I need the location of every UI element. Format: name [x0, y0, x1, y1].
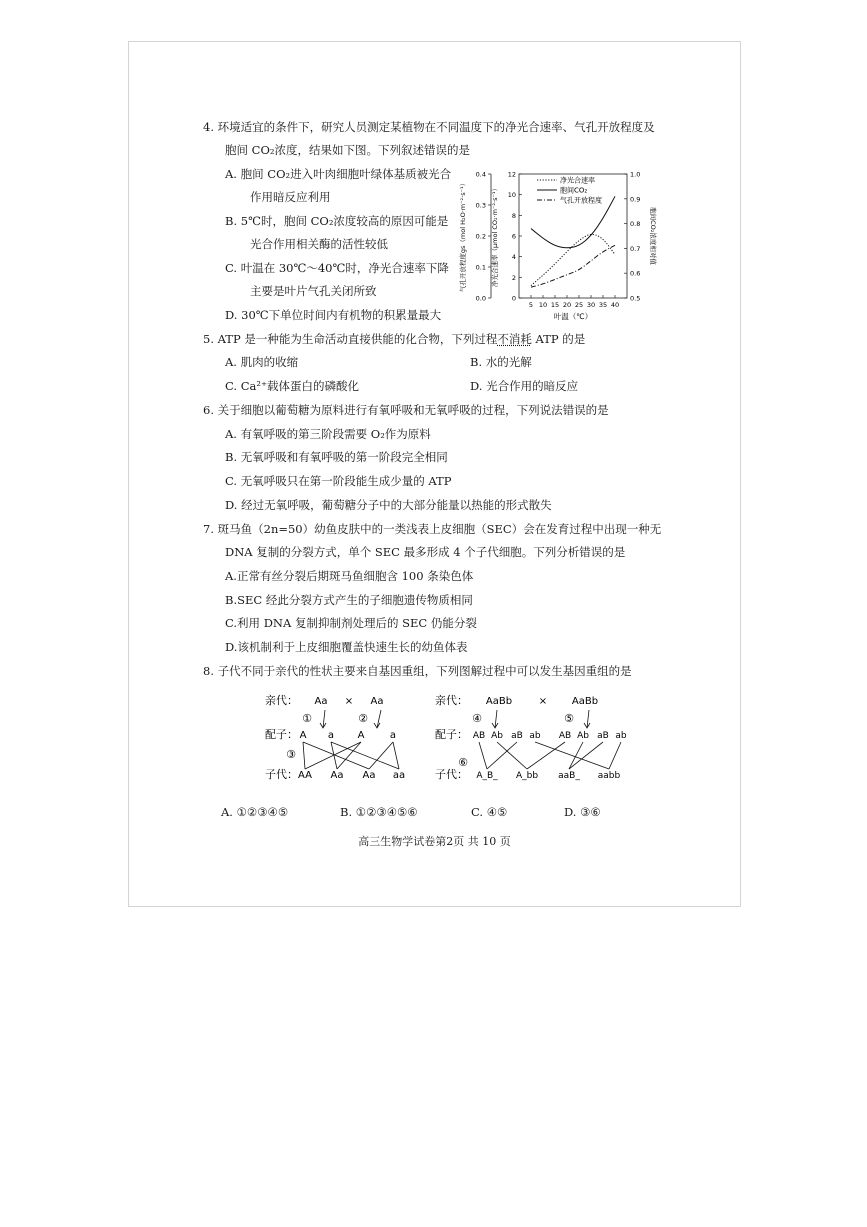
q4-stem-line1: 4. 环境适宜的条件下，研究人员测定某植物在不同温度下的净光合速率、气孔开放程度及 — [203, 120, 655, 134]
right-y-tick-label: 0.9 — [630, 195, 641, 204]
left-cross-sign: × — [344, 696, 354, 707]
left-step-2: ② — [358, 712, 368, 725]
x-tick-label: 25 — [574, 301, 584, 309]
chart-series-group — [531, 196, 615, 287]
q8-option-d: D. ③⑥ — [564, 805, 601, 819]
right-gamete-1: AB — [472, 731, 486, 741]
q4-option-c-line2: 主要是叶片气孔关闭所致 — [250, 284, 377, 298]
exam-page — [128, 41, 741, 907]
right-offspring-3: aaB_ — [558, 771, 580, 781]
right-offspring-4: aabb — [597, 771, 621, 781]
right-offspring-label: 子代： — [435, 768, 468, 781]
right-y-tick-label: 0.6 — [630, 269, 641, 278]
series-line-1 — [531, 234, 615, 285]
left-offspring-2: Aa — [330, 770, 344, 781]
series-line-3 — [531, 245, 615, 287]
q5-stem-emphasis: 不消耗 — [497, 332, 532, 346]
x-tick-label: 40 — [610, 301, 620, 309]
legend-entry: 净光合速率 — [560, 176, 595, 185]
outer-y-tick-label: 0.3 — [475, 201, 486, 210]
q8-stem: 8. 子代不同于亲代的性状主要来自基因重组，下列图解过程中可以发生基因重组的是 — [203, 664, 632, 678]
x-tick-label: 5 — [528, 301, 534, 309]
inner-y-axis-label: 净光合速率（μmol CO₂·m⁻²·s⁻¹） — [491, 184, 499, 288]
left-offspring-label: 子代： — [265, 768, 298, 781]
outer-y-tick-label: 0.0 — [475, 294, 486, 303]
left-gamete-2: a — [327, 730, 335, 741]
x-tick-label: 30 — [586, 301, 596, 309]
x-tick-label: 35 — [598, 301, 608, 309]
left-offspring-4: aa — [392, 770, 406, 781]
left-gamete-3: A — [357, 730, 365, 741]
left-cross-line-4 — [331, 742, 399, 769]
right-gamete-3: aB — [511, 731, 523, 741]
chart-tick-labels — [476, 171, 641, 310]
q4-option-b-line1: B. 5℃时，胞间 CO₂浓度较高的原因可能是 — [225, 214, 449, 228]
left-step-1: ① — [302, 712, 312, 725]
right-parent-2: AaBb — [571, 696, 599, 707]
left-cross-line-8 — [393, 742, 399, 769]
left-arrow-2-head — [374, 723, 380, 728]
legend-entry: 胞间CO₂ — [560, 186, 588, 195]
x-tick-label: 15 — [550, 301, 560, 309]
q5-option-a: A. 肌肉的收缩 — [225, 355, 299, 369]
outer-y-axis-label: 气孔开放程度gs（mol H₂O·m⁻²·s⁻¹） — [459, 179, 467, 293]
right-y-tick-label: 0.5 — [630, 294, 641, 303]
right-parent-label: 亲代： — [435, 694, 468, 707]
left-cross-line-1 — [303, 742, 305, 769]
q4-option-d: D. 30℃下单位时间内有机物的积累量最大 — [225, 308, 442, 322]
q7-stem-line1: 7. 斑马鱼（2n=50）幼鱼皮肤中的一类浅表上皮细胞（SEC）会在发育过程中出现一种无 — [203, 522, 662, 536]
left-gamete-4: a — [389, 730, 397, 741]
right-cross-line-8 — [609, 742, 621, 769]
outer-y-tick-label: 0.1 — [475, 263, 486, 272]
chart-legend — [537, 176, 602, 205]
inner-y-tick-label: 12 — [507, 170, 516, 179]
q5-stem-a: 5. ATP 是一种能为生命活动直接供能的化合物，下列过程 — [203, 332, 498, 346]
page-footer: 高三生物学试卷第2页 共 10 页 — [358, 835, 511, 848]
q6-option-b: B. 无氧呼吸和有氧呼吸的第一阶段完全相同 — [225, 450, 448, 464]
right-parent-1: AaBb — [485, 696, 513, 707]
outer-y-tick-label: 0.4 — [475, 170, 486, 179]
q5-option-d: D. 光合作用的暗反应 — [470, 379, 579, 393]
q4-line-chart — [457, 166, 657, 366]
right-step-3: ⑥ — [458, 756, 468, 769]
q7-option-d: D.该机制利于上皮细胞覆盖快速生长的幼鱼体表 — [225, 640, 468, 654]
q6-option-a: A. 有氧呼吸的第三阶段需要 O₂作为原料 — [225, 427, 431, 441]
q4-option-c-line1: C. 叶温在 30℃～40℃时，净光合速率下降 — [225, 261, 449, 275]
q7-stem-line2: DNA 复制的分裂方式，单个 SEC 最多形成 4 个子代细胞。下列分析错误的是 — [225, 545, 626, 559]
q4-option-a-line1: A. 胞间 CO₂进入叶肉细胞叶绿体基质被光合 — [225, 167, 452, 181]
q7-option-a: A.正常有丝分裂后期斑马鱼细胞含 100 条染色体 — [225, 569, 474, 583]
q5-option-b: B. 水的光解 — [470, 355, 532, 369]
inner-y-tick-label: 8 — [511, 211, 516, 220]
left-parent-2: Aa — [370, 696, 384, 707]
right-y-tick-label: 0.7 — [630, 244, 641, 253]
x-axis-label: 叶温（℃） — [553, 312, 593, 321]
right-offspring-2: A_bb — [515, 771, 539, 781]
outer-y-tick-label: 0.2 — [475, 232, 486, 241]
q6-option-d: D. 经过无氧呼吸，葡萄糖分子中的大部分能量以热能的形式散失 — [225, 498, 552, 512]
inner-y-tick-label: 2 — [511, 273, 516, 282]
right-y-tick-label: 1.0 — [630, 170, 641, 179]
q6-stem: 6. 关于细胞以葡萄糖为原料进行有氧呼吸和无氧呼吸的过程，下列说法错误的是 — [203, 403, 609, 417]
left-parent-label: 亲代： — [265, 694, 298, 707]
left-offspring-3: Aa — [362, 770, 376, 781]
right-gamete-4: ab — [529, 731, 541, 741]
x-tick-label: 20 — [562, 301, 572, 309]
left-step-3: ③ — [286, 748, 296, 761]
inner-y-tick-label: 6 — [511, 232, 516, 241]
right-cross-line-1 — [479, 742, 487, 769]
legend-entry: 气孔开放程度 — [560, 196, 602, 205]
right-gamete-5: AB — [558, 731, 572, 741]
q8-option-a: A. ①②③④⑤ — [221, 805, 289, 819]
inner-y-tick-label: 4 — [511, 253, 516, 262]
left-gamete-1: A — [299, 730, 307, 741]
right-step-1: ④ — [472, 712, 482, 725]
right-y-tick-label: 0.8 — [630, 220, 641, 229]
left-parent-1: Aa — [314, 696, 328, 707]
left-gamete-label: 配子： — [265, 728, 298, 741]
q6-option-c: C. 无氧呼吸只在第一阶段能生成少量的 ATP — [225, 474, 452, 488]
q5-stem-c: ATP 的是 — [531, 332, 586, 346]
q4-stem-line2: 胞间 CO₂浓度，结果如下图。下列叙述错误的是 — [225, 143, 470, 157]
right-gamete-2: Ab — [491, 731, 503, 741]
q7-option-c: C.利用 DNA 复制抑制剂处理后的 SEC 仍能分裂 — [225, 616, 477, 630]
q4-option-a-line2: 作用暗反应利用 — [250, 190, 331, 204]
q7-option-b: B.SEC 经此分裂方式产生的子细胞遗传物质相同 — [225, 593, 473, 607]
inner-y-tick-label: 0 — [511, 294, 516, 303]
right-step-2: ⑤ — [564, 712, 574, 725]
q4-option-b-line2: 光合作用相关酶的活性较低 — [250, 237, 388, 251]
right-offspring-1: A_B_ — [476, 771, 498, 781]
q8-cross-diagram — [265, 692, 645, 792]
right-gamete-7: aB — [597, 731, 609, 741]
q5-option-c: C. Ca²⁺载体蛋白的磷酸化 — [225, 379, 360, 393]
right-cross-sign: × — [538, 696, 548, 707]
inner-y-tick-label: 10 — [507, 191, 516, 200]
q8-option-b: B. ①②③④⑤⑥ — [340, 805, 418, 819]
x-tick-label: 10 — [538, 301, 548, 309]
right-gamete-6: Ab — [577, 731, 589, 741]
q8-option-c: C. ④⑤ — [471, 805, 508, 819]
right-gamete-label: 配子： — [435, 728, 468, 741]
right-gamete-8: ab — [615, 731, 627, 741]
left-offspring-1: AA — [298, 770, 312, 781]
right-y-axis-label: 胞间CO₂浓度相对值 — [649, 207, 657, 265]
